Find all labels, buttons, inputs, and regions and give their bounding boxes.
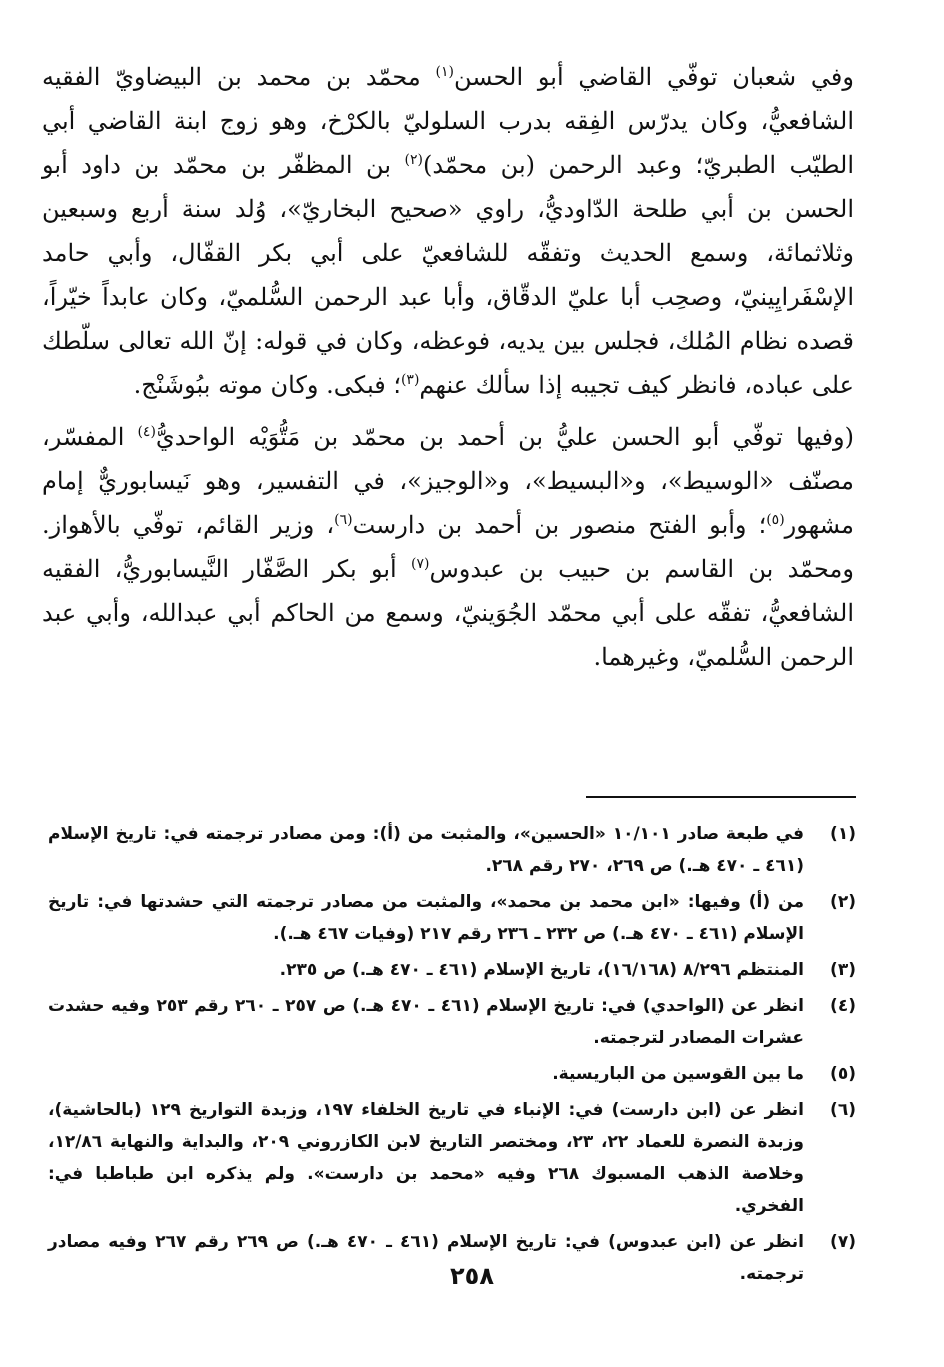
footnote-marker: (٥) [766,512,785,528]
footnote-number: (٤) [830,996,856,1016]
footnote-text: في طبعة صادر ١٠/١٠١ «الحسين»، والمثبت من (أ): ومن مصادر ترجمته في: تاريخ الإسلام (٤٦١ ـ ٤٧٠ هـ.) ص ٢٦٩، ٢٧٠ رقم ٢٦٨. [48,824,805,876]
text-run: ؛ وأبو الفتح منصور بن أحمد بن دارست [352,511,767,539]
text-run: (وفيها توفّي أبو الحسن عليُّ بن أحمد بن محمّد بن مَتُّوَيْه الواحديُّ [155,423,854,451]
footnote [48,1094,856,1222]
paragraph-1 [42,55,854,407]
footnote-separator [586,796,856,798]
footnote-text: انظر عن (ابن دارست) في: الإنباء في تاريخ الخلفاء ١٩٧، وزبدة التواريخ ١٢٩ (بالحاشية)، وزبدة النصرة للعماد ٢٢، ٢٣، ومختصر التاريخ لابن الكازروني ٢٠٩، والبداية والنهاية ١٢/٨٦، وخلاصة الذهب المسبوك ٢٦٨ وفيه «محمد بن دارست». ولم يذكره ابن طباطبا في: الفخري. [48,1100,804,1216]
footnote-text: ما بين القوسين من الباريسية. [552,1064,804,1084]
text-run: أبو بكر الصَّفّار النَّيسابوريُّ، الفقيه الشافعيُّ، تفقّه على أبي محمّد الجُوَينيّ، وسمع من الحاكم أبي عبدالله، وأبي عبد الرحمن السُّلميّ، وغيرهما. [42,555,854,671]
footnote-marker: (١) [435,64,454,80]
footnote-number: (٢) [830,892,856,912]
page-number: ٢٥٨ [450,1262,494,1290]
text-run: ، وزير القائم، توفّي بالأهواز. ومحمّد بن القاسم بن حبيب بن عبدوس [42,511,854,583]
text-run: وفي شعبان توفّي القاضي أبو الحسن [453,63,854,91]
text-run: ؛ فبكى. وكان موته ببُوشَنْج. [133,371,401,399]
footnote-marker: (٢) [404,152,423,168]
footnote-number: (١) [830,824,856,844]
footnote-marker: (٧) [411,556,430,572]
footnote-marker: (٤) [137,424,156,440]
footnote-text: انظر عن (ابن عبدوس) في: تاريخ الإسلام (٤٦١ ـ ٤٧٠ هـ.) ص ٢٦٩ رقم ٢٦٧ وفيه مصادر ترجمته. [48,1232,804,1284]
footnote-text: المنتظم ٨/٢٩٦ (١٦/١٦٨)، تاريخ الإسلام (٤٦١ ـ ٤٧٠ هـ.) ص ٢٣٥. [279,960,804,980]
text-run: محمّد بن محمد بن البيضاويّ الفقيه الشافعيُّ، وكان يدرّس الفِقه بدرب السلوليّ بالكرْخ، وهو زوج ابنة القاضي أبي الطيّب الطبريّ؛ وعبد الرحمن (بن محمّد) [42,63,855,179]
footnote-number: (٣) [830,960,856,980]
footnote [48,1058,856,1090]
footnote-number: (٦) [830,1100,856,1120]
text-run: بن المظفّر بن محمّد بن داود أبو الحسن بن أبي طلحة الدّاوديُّ، راوي «صحيح البخاريّ»، وُلد سنة أربع وسبعين وثلاثمائة، وسمع الحديث وتفقّه للشافعيّ على أبي بكر القفّال، وأبي حامد الإسْفَرايِينيّ، وصحِب أبا عليّ الدقّاق، وأبا عبد الرحمن السُّلميّ، وكان عابداً خيّراً، قصده نظام المُلك، فجلس بين يديه، فوعظه، وكان في قوله: إنّ الله تعالى سلّطك على عباده، فانظر كيف تجيبه إذا سألك عنهم [42,151,855,399]
footnotes [48,818,856,1294]
footnote-marker: (٦) [334,512,353,528]
footnote-number: (٥) [830,1064,856,1084]
footnote [48,886,856,950]
footnote-marker: (٣) [400,372,420,388]
paragraph-2 [42,415,854,679]
footnote-text: من (أ) وفيها: «ابن محمد بن محمد»، والمثبت من مصادر ترجمته التي حشدتها في: تاريخ الإسلام (٤٦١ ـ ٤٧٠ هـ.) ص ٢٣٢ ـ ٢٣٦ رقم ٢١٧ (وفيات ٤٦٧ هـ.). [48,892,804,944]
footnote [48,990,856,1054]
main-text [42,55,854,679]
footnote-number: (٧) [830,1232,856,1252]
footnote-text: انظر عن (الواحدي) في: تاريخ الإسلام (٤٦١ ـ ٤٧٠ هـ.) ص ٢٥٧ ـ ٢٦٠ رقم ٢٥٣ وفيه حشدت عشرات المصادر لترجمته. [48,996,805,1048]
footnote [48,954,856,986]
footnote [48,818,856,882]
text-run: المفسّر، مصنّف «الوسيط»، و«البسيط»، و«الوجيز»، في التفسير، وهو نَيسابوريٌّ إمام مشهور [42,423,854,539]
